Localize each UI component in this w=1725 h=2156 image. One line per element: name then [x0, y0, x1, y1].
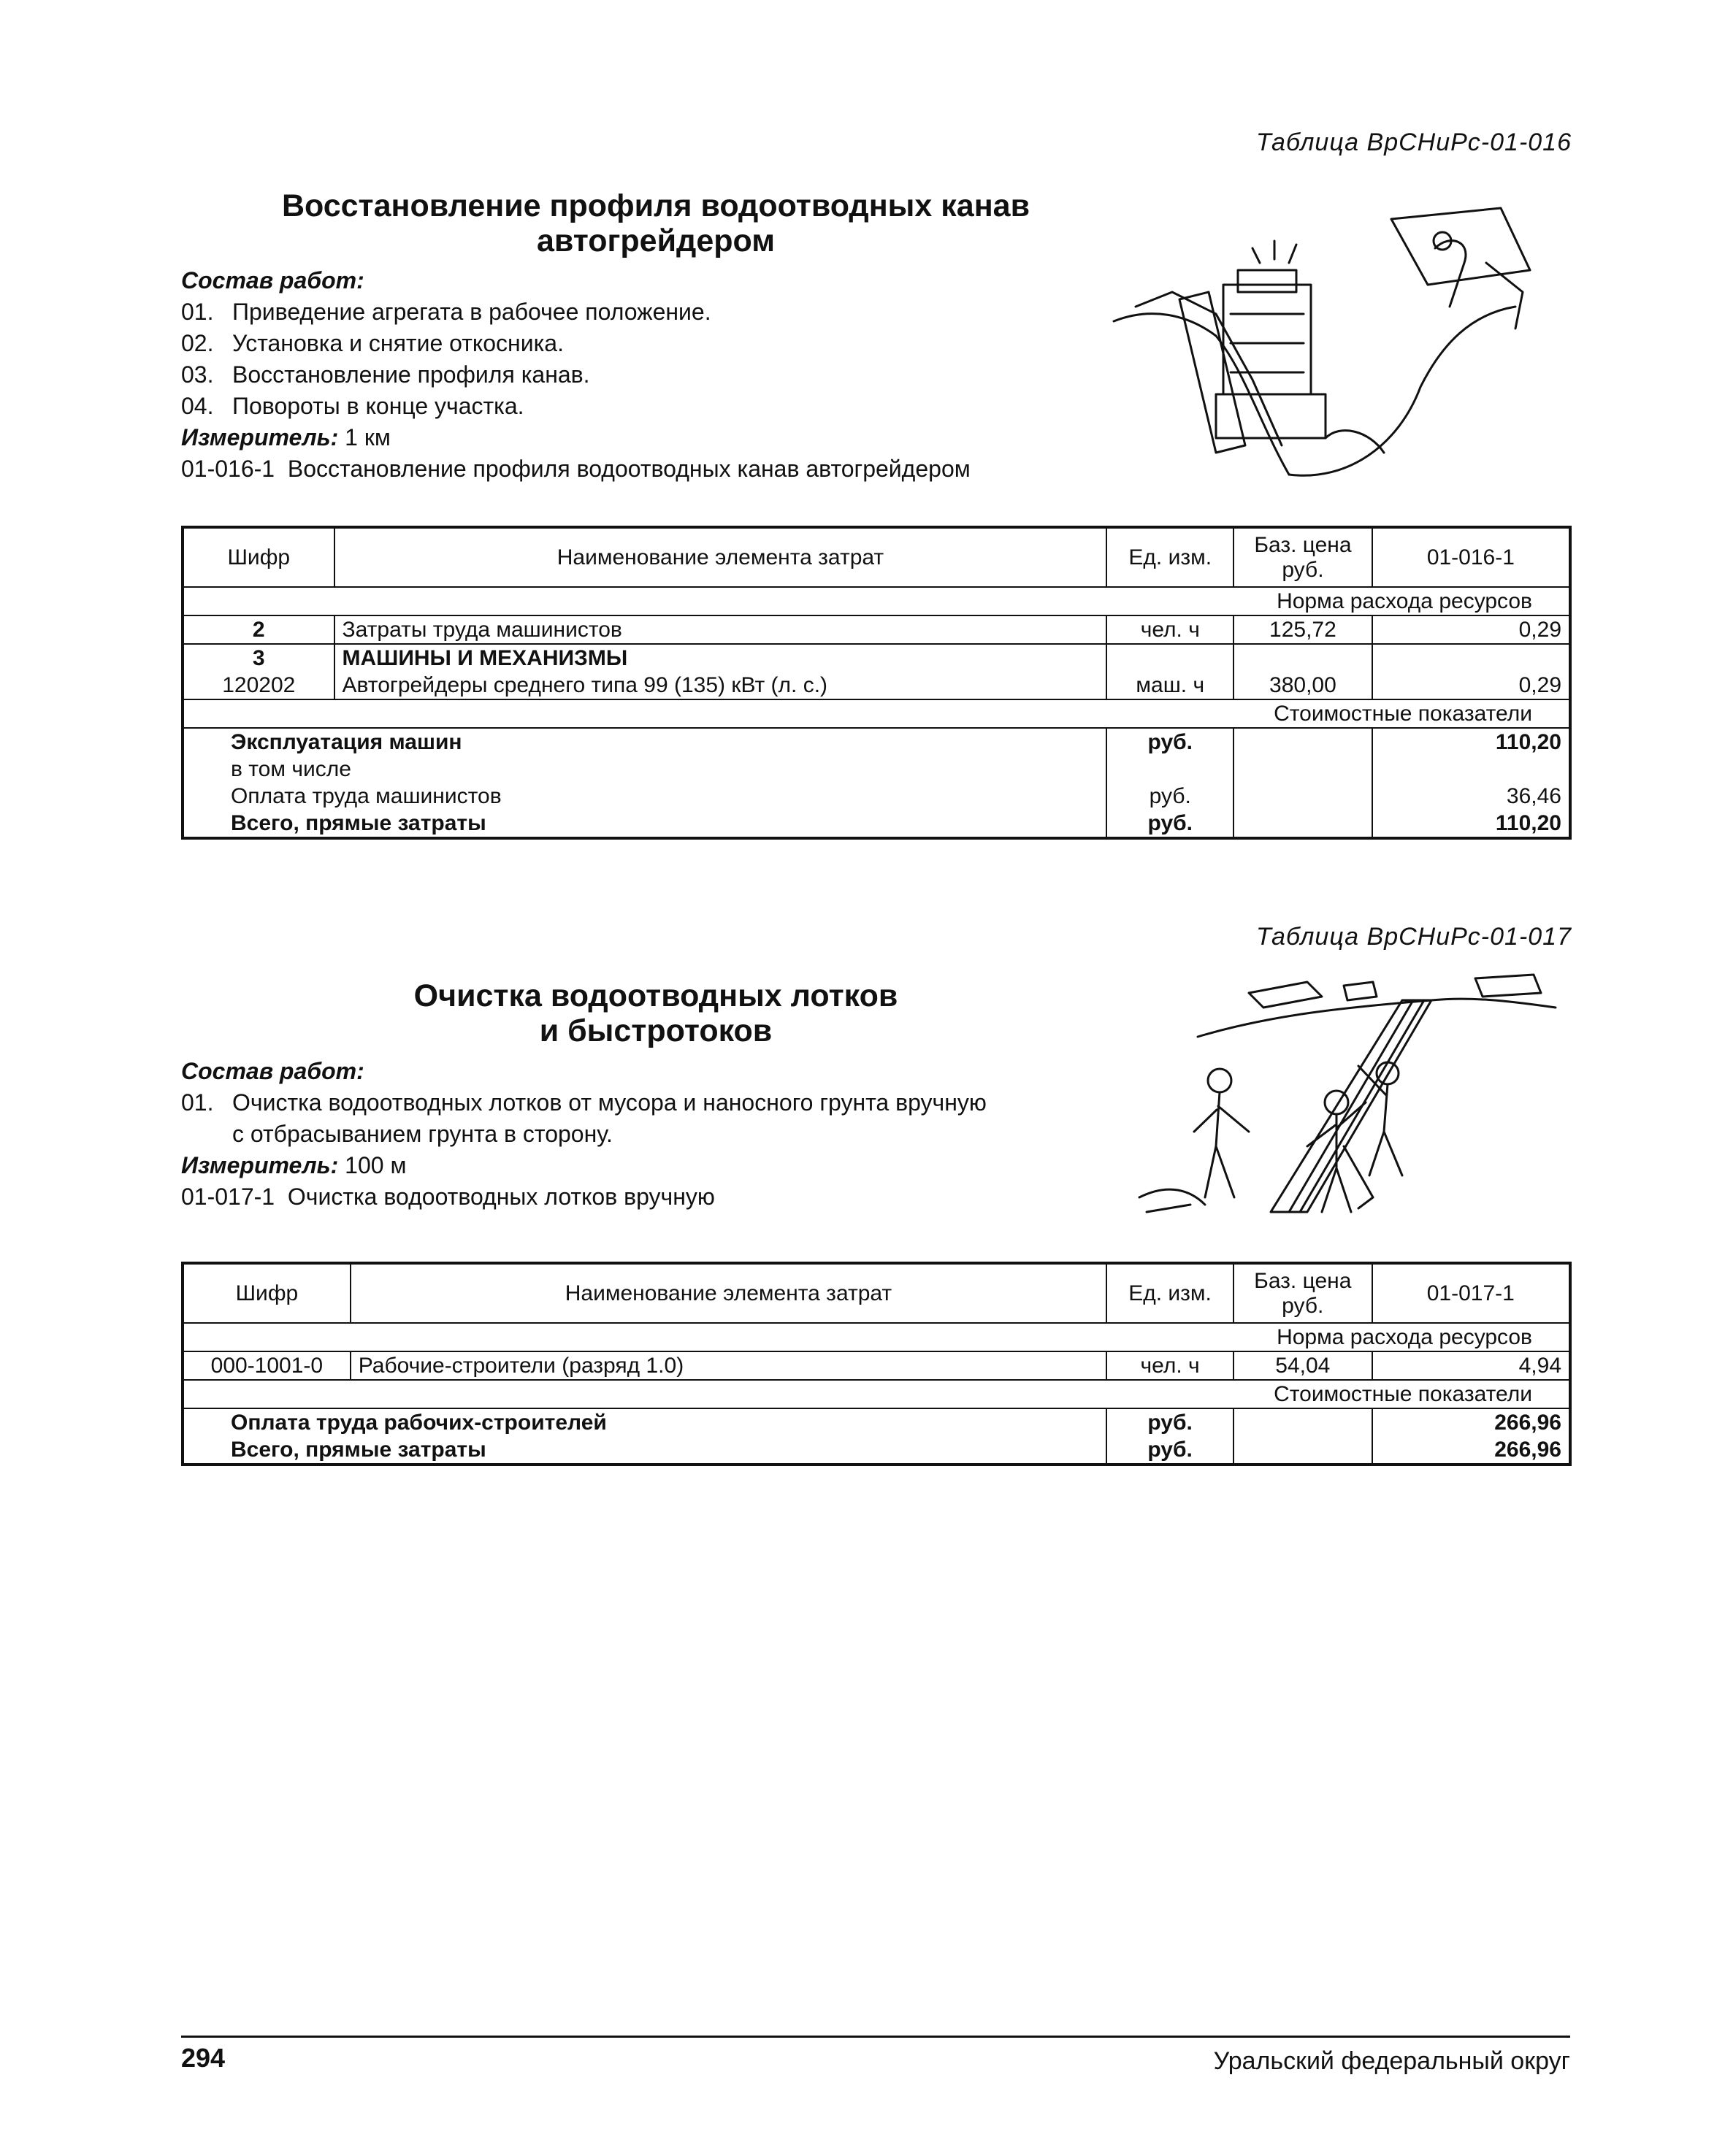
- table-row: Оплата труда рабочих-строителей руб. 266,96: [183, 1408, 1570, 1436]
- table-row: Всего, прямые затраты руб. 266,96: [183, 1436, 1570, 1465]
- footer-divider: [181, 2036, 1570, 2038]
- works-heading: Состав работ:: [181, 267, 364, 294]
- footer-region: Уральский федеральный округ: [1213, 2047, 1570, 2075]
- table-section-row: [183, 1380, 1570, 1408]
- col-header: Баз. цена руб.: [1233, 527, 1372, 587]
- table-row: Оплата труда машинистов руб. 36,46: [183, 783, 1570, 810]
- col-header: Наименование элемента затрат: [334, 527, 1107, 587]
- table-row: 120202 Автогрейдеры среднего типа 99 (135) кВт (л. с.) маш. ч 380,00 0,29: [183, 672, 1570, 699]
- table-row: Эксплуатация машин руб. 110,20: [183, 728, 1570, 756]
- col-header: 01-016-1: [1372, 527, 1570, 587]
- table-header-row: [183, 1263, 1570, 1323]
- table-row: 2 Затраты труда машинистов чел. ч 125,72 0,29: [183, 615, 1570, 644]
- col-header: Шифр: [183, 527, 334, 587]
- work-description: [181, 1056, 987, 1213]
- cost-header: Стоимостные показатели: [183, 699, 1570, 728]
- title-line: автогрейдером: [536, 223, 776, 258]
- code-line: 01-016-1 Восстановление профиля водоотводных канав автогрейдером: [181, 456, 971, 482]
- cost-table: [181, 526, 1572, 840]
- code-line: 01-017-1 Очистка водоотводных лотков вручную: [181, 1184, 715, 1210]
- table-section-row: [183, 587, 1570, 615]
- section-title: [181, 188, 1131, 258]
- works-heading: Состав работ:: [181, 1058, 364, 1084]
- col-header: Наименование элемента затрат: [351, 1263, 1106, 1323]
- table-row: в том числе: [183, 756, 1570, 783]
- work-item: 03. Восстановление профиля канав.: [181, 361, 590, 388]
- col-header: Баз. цена руб.: [1233, 1263, 1372, 1323]
- title-line: Восстановление профиля водоотводных канав: [281, 188, 1030, 223]
- section-title: [181, 978, 1131, 1048]
- work-item: 01. Очистка водоотводных лотков от мусора и наносного грунта вручную: [181, 1089, 987, 1116]
- table-row: Всего, прямые затраты руб. 110,20: [183, 810, 1570, 838]
- grader-illustration: [1106, 204, 1559, 489]
- work-item: 02. Установка и снятие откосника.: [181, 330, 564, 356]
- col-header: Ед. изм.: [1106, 527, 1233, 587]
- work-item: 01. Приведение агрегата в рабочее положение.: [181, 299, 711, 325]
- table-section-row: [183, 1323, 1570, 1351]
- title-line: и быстротоков: [539, 1013, 773, 1048]
- table-label: Таблица ВрСНиРс-01-017: [1255, 923, 1572, 951]
- col-header: 01-017-1: [1372, 1263, 1570, 1323]
- table-section-row: [183, 699, 1570, 728]
- col-header: Шифр: [183, 1263, 351, 1323]
- cost-header: Стоимостные показатели: [183, 1380, 1570, 1408]
- work-description: [181, 265, 971, 485]
- table-row: 3 МАШИНЫ И МЕХАНИЗМЫ: [183, 644, 1570, 672]
- work-item: 04. Повороты в конце участка.: [181, 393, 524, 419]
- norm-header: Норма расхода ресурсов: [183, 1323, 1570, 1351]
- work-item-continuation: с отбрасыванием грунта в сторону.: [232, 1121, 613, 1147]
- measure-line: Измеритель: 100 м: [181, 1152, 407, 1178]
- norm-header: Норма расхода ресурсов: [183, 587, 1570, 615]
- table-header-row: [183, 527, 1570, 587]
- table-label: Таблица ВрСНиРс-01-016: [1255, 128, 1572, 156]
- measure-line: Измеритель: 1 км: [181, 424, 391, 450]
- workers-illustration: [1125, 956, 1563, 1234]
- cost-table: [181, 1262, 1572, 1466]
- title-line: Очистка водоотводных лотков: [413, 978, 898, 1013]
- page-number: 294: [181, 2043, 226, 2073]
- table-row: 000-1001-0 Рабочие-строители (разряд 1.0) чел. ч 54,04 4,94: [183, 1351, 1570, 1380]
- col-header: Ед. изм.: [1106, 1263, 1233, 1323]
